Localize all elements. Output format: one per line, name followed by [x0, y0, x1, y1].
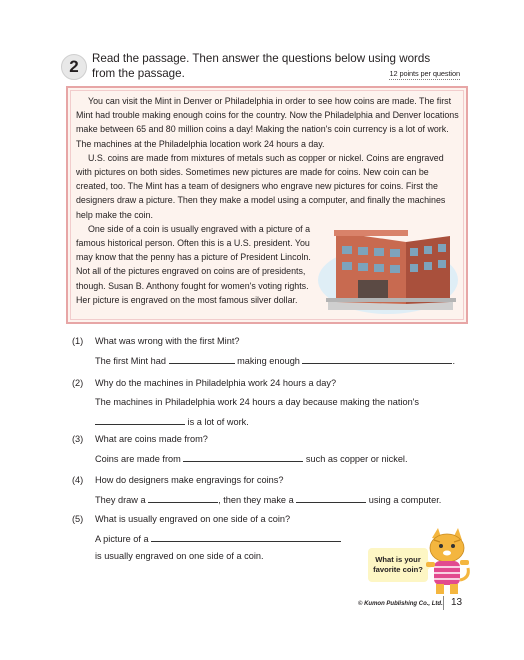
- question-number: (4): [72, 475, 84, 485]
- passage-paragraph-3: One side of a coin is usually engraved with a picture of a famous historical person. Often this is a U.S. president. You may know that the penny has a picture of President Lincoln. Not all of the pictures engraved on coins are of presidents, though. Susan B. Anthony fought for women's voting rights. Her picture is engraved on the most famous silver dollar.: [76, 223, 311, 305]
- question-number: (2): [72, 378, 84, 388]
- passage-paragraph-2: U.S. coins are made from mixtures of metals such as copper or nickel. Coins are engraved with pictures on both sides. Sometimes new pictures are made for coins. New coin can be created, too. The Mint has a team of designers who engrave new pictures for coins. First the designers draw a picture. Then they make a model using a computer, and finally the machines help make the coin.: [76, 152, 446, 220]
- answer-blank[interactable]: [148, 492, 218, 503]
- answer-blank[interactable]: [151, 531, 341, 542]
- page-divider: [443, 596, 444, 610]
- question-text: What was wrong with the first Mint?: [95, 336, 240, 346]
- question-text: What are coins made from?: [95, 434, 208, 444]
- question-number: (3): [72, 434, 84, 444]
- question-number: (1): [72, 336, 84, 346]
- answer-blank[interactable]: [302, 353, 452, 364]
- passage-paragraph-1: You can visit the Mint in Denver or Philadelphia in order to see how coins are made. The first Mint had trouble making enough coins for the country. Now the Philadelphia and Denver locations make between 65 and 80 million coins a day! Making the nation's coin currency is a lot of work. The machines at the Philadelphia location work 24 hours a day.: [76, 96, 459, 149]
- question-number: (5): [72, 514, 84, 524]
- instructions: Read the passage. Then answer the questions below using words from the passage.: [92, 52, 431, 80]
- exercise-number: 2: [61, 54, 87, 80]
- answer-blank[interactable]: [183, 451, 303, 462]
- answer-blank[interactable]: [296, 492, 366, 503]
- points-per-question: 12 points per question: [389, 69, 460, 78]
- cat-mascot-illustration: [420, 528, 472, 596]
- answer-blank[interactable]: [169, 353, 235, 364]
- answer-blank[interactable]: [95, 414, 185, 425]
- question-text: How do designers make engravings for coins?: [95, 475, 284, 485]
- speech-bubble: What is your favorite coin?: [368, 548, 428, 582]
- mint-building-illustration: [318, 222, 458, 314]
- copyright: © Kumon Publishing Co., Ltd.: [358, 601, 443, 607]
- page-number: 13: [451, 597, 463, 608]
- question-text: What is usually engraved on one side of a coin?: [95, 514, 291, 524]
- question-text: Why do the machines in Philadelphia work 24 hours a day?: [95, 378, 337, 388]
